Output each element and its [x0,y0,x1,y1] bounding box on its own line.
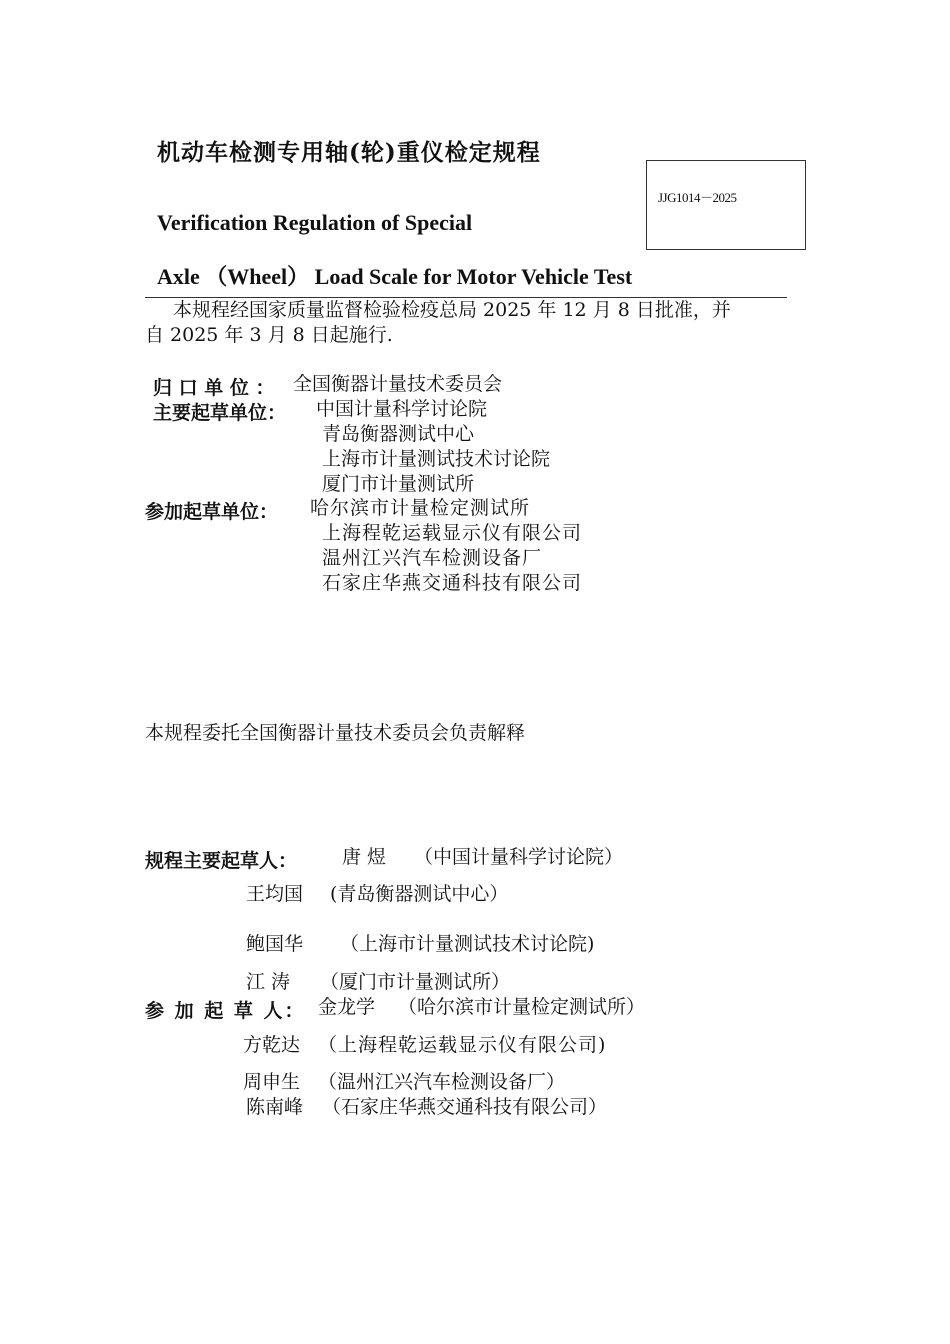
drafter-name: 江 涛 [246,971,291,993]
drafter-org: (青岛衡器测试中心） [330,883,509,905]
drafter-org: （中国计量科学讨论院） [414,846,624,868]
main-drafting-unit: 青岛衡器测试中心 [322,423,475,445]
title-english-line1: Verification Regulation of Special [157,210,473,235]
title-english-line2: Axle （Wheel） Load Scale for Motor Vehicle Test [157,264,633,289]
main-drafters-label: 规程主要起草人： [145,850,298,872]
approval-text-line1: 本规程经国家质量监督检验检疫总局 2025 年 12 月 8 日批准，并 [173,299,731,321]
drafter-name: 唐 煜 [342,846,387,868]
drafter-org: （石家庄华燕交通科技有限公司） [322,1096,608,1118]
participating-unit: 哈尔滨市计量检定测试所 [310,497,531,519]
standard-code: JJG1014－2025 [658,190,737,205]
responsible-unit-value: 全国衡器计量技术委员会 [293,373,503,395]
drafter-org: （温州江兴汽车检测设备厂） [318,1071,566,1093]
participating-units-label: 参加起草单位： [145,501,279,523]
interpretation-note: 本规程委托全国衡器计量技术委员会负责解释 [145,722,526,744]
participating-unit: 温州江兴汽车检测设备厂 [322,547,543,569]
title-chinese: 机动车检测专用轴(轮)重仪检定规程 [157,139,541,166]
drafter-name: 王均国 [246,883,304,905]
participating-unit: 上海程乾运载显示仪有限公司 [322,522,583,544]
main-drafting-units-label: 主要起草单位： [153,402,287,424]
drafter-name: 金龙学 [318,996,376,1018]
drafter-name: 陈南峰 [246,1096,304,1118]
main-drafting-unit: 厦门市计量测试所 [322,473,475,495]
participating-drafters-label: 参 加 起 草 人： [145,1000,306,1022]
drafter-org: （厦门市计量测试所） [320,971,511,993]
drafter-name: 方乾达 [243,1034,301,1056]
responsible-unit-label: 归 口 单 位 ： [153,377,275,399]
approval-text-line2: 自 2025 年 3 月 8 日起施行. [145,324,393,346]
participating-unit: 石家庄华燕交通科技有限公司 [322,572,583,594]
main-drafting-unit: 上海市计量测试技术讨论院 [322,448,551,470]
drafter-name: 周申生 [243,1071,301,1093]
main-drafting-unit: 中国计量科学讨论院 [316,398,488,420]
drafter-org: （哈尔滨市计量检定测试所） [398,996,646,1018]
drafter-org: （上海程乾运载显示仪有限公司) [318,1034,607,1056]
drafter-org: （上海市计量测试技术讨论院) [340,933,595,955]
drafter-name: 鲍国华 [246,933,304,955]
